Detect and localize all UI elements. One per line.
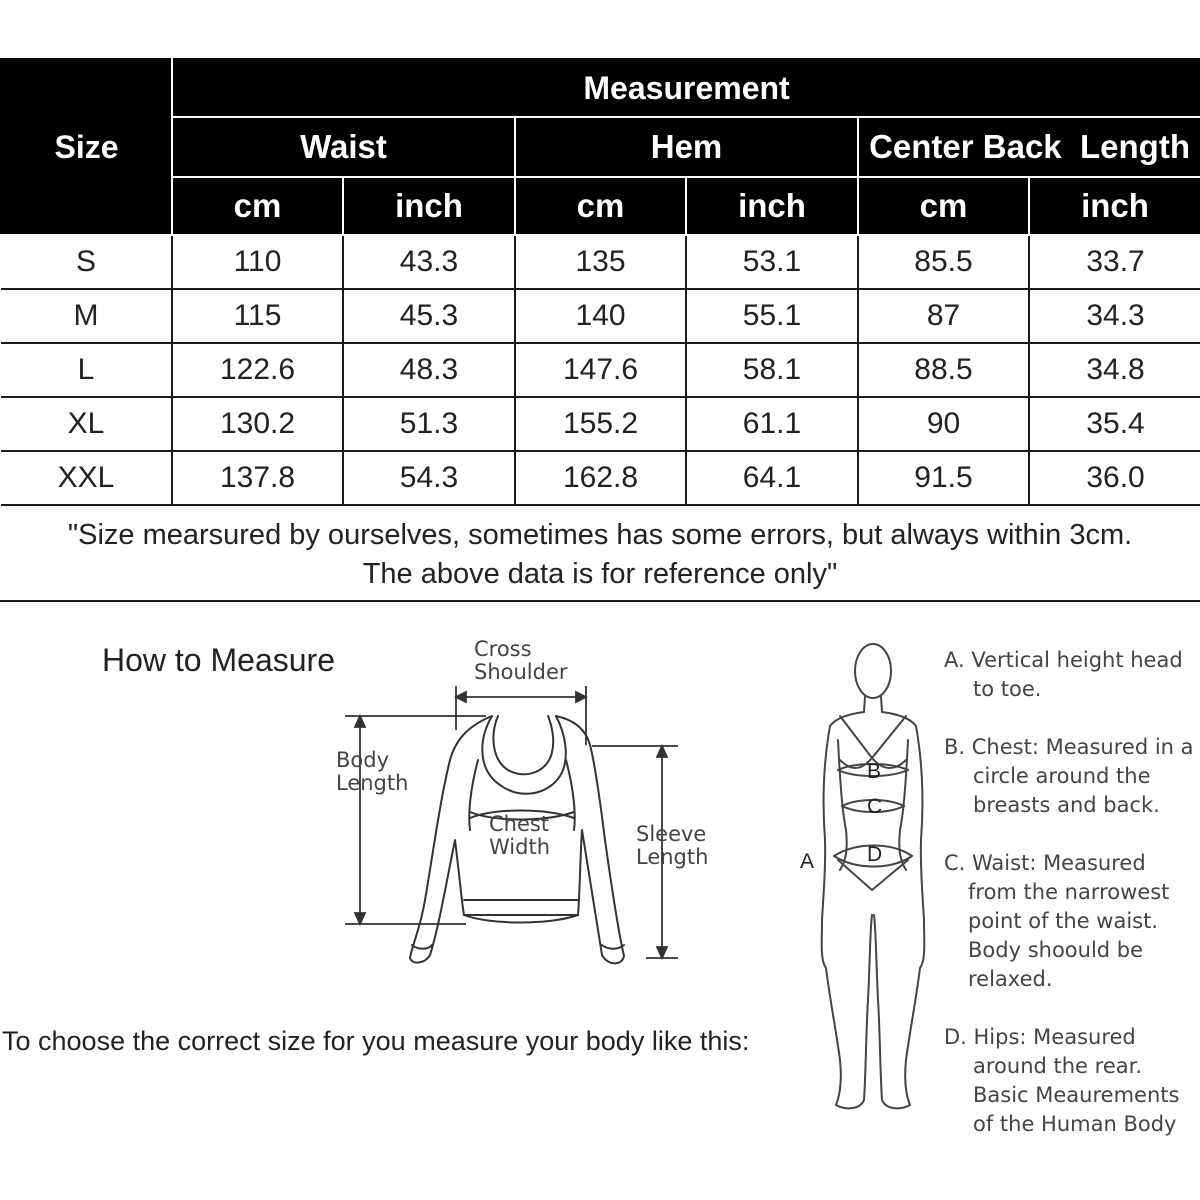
table-row [1,343,1200,397]
table-cell: 155.2 [515,397,686,451]
table-cell: 58.1 [686,343,858,397]
hem-header: Hem [515,117,858,177]
size-cell: M [1,289,172,343]
size-cell: S [1,235,172,289]
how-to-measure-title: How to Measure [102,642,335,678]
table-cell: 91.5 [858,451,1029,505]
marker-b-label: B [867,760,882,783]
marker-a-label: A [800,850,815,873]
chest-width-label: Chest Width [489,812,551,859]
table-cell: 122.6 [172,343,343,397]
table-cell: 130.2 [172,397,343,451]
marker-d-label: D [867,843,883,866]
table-cell: 35.4 [1029,397,1200,451]
table-cell: 51.3 [343,397,515,451]
waist-header: Waist [172,117,515,177]
table-cell: 48.3 [343,343,515,397]
body-figure-illustration [822,644,925,1108]
size-cell: XL [1,397,172,451]
table-cell: 53.1 [686,235,858,289]
table-row [1,289,1200,343]
table-cell: 85.5 [858,235,1029,289]
table-cell: 147.6 [515,343,686,397]
table-cell: 34.3 [1029,289,1200,343]
table-cell: 88.5 [858,343,1029,397]
table-cell: 61.1 [686,397,858,451]
table-cell: 55.1 [686,289,858,343]
table-cell: 34.8 [1029,343,1200,397]
instruction-a: A. Vertical height head to toe. [944,648,1183,701]
measurement-header: Measurement [172,59,1200,117]
size-header: Size [1,59,172,235]
note-line: "Size mearsured by ourselves, sometimes has some errors, but always within 3cm. [67,519,1133,551]
unit-header: cm [172,177,343,235]
table-cell: 90 [858,397,1029,451]
sleeve-length-label: Sleeve Length [636,822,709,869]
table-cell: 110 [172,235,343,289]
size-cell: XXL [1,451,172,505]
table-cell: 45.3 [343,289,515,343]
unit-header: cm [858,177,1029,235]
cross-shoulder-label: Cross Shoulder [474,637,568,684]
table-cell: 137.8 [172,451,343,505]
unit-header: inch [343,177,515,235]
table-row [1,451,1200,505]
measurement-note [0,516,1200,602]
table-row [1,235,1200,289]
choose-size-instruction: To choose the correct size for you measure your body like this: [2,1026,750,1056]
unit-header: inch [686,177,858,235]
table-row [1,397,1200,451]
table-cell: 54.3 [343,451,515,505]
center-back-length-header: Center Back Length [858,117,1200,177]
table-cell: 115 [172,289,343,343]
table-cell: 36.0 [1029,451,1200,505]
table-cell: 87 [858,289,1029,343]
instruction-b: B. Chest: Measured in a circle around the breasts and back. [944,735,1194,817]
note-line: The above data is for reference only" [362,558,838,590]
marker-c-label: C [867,795,883,818]
table-cell: 140 [515,289,686,343]
instruction-d: D. Hips: Measured around the rear. Basic Meaurements of the Human Body [944,1025,1180,1136]
size-cell: L [1,343,172,397]
body-length-label: Body Length [336,748,409,795]
unit-header: cm [515,177,686,235]
size-chart-table [0,58,1200,506]
unit-header: inch [1029,177,1200,235]
table-cell: 162.8 [515,451,686,505]
table-cell: 64.1 [686,451,858,505]
table-cell: 43.3 [343,235,515,289]
table-cell: 135 [515,235,686,289]
table-cell: 33.7 [1029,235,1200,289]
instruction-c: C. Waist: Measured from the narrowest point of the waist. Body shoould be relaxed. [944,851,1170,991]
